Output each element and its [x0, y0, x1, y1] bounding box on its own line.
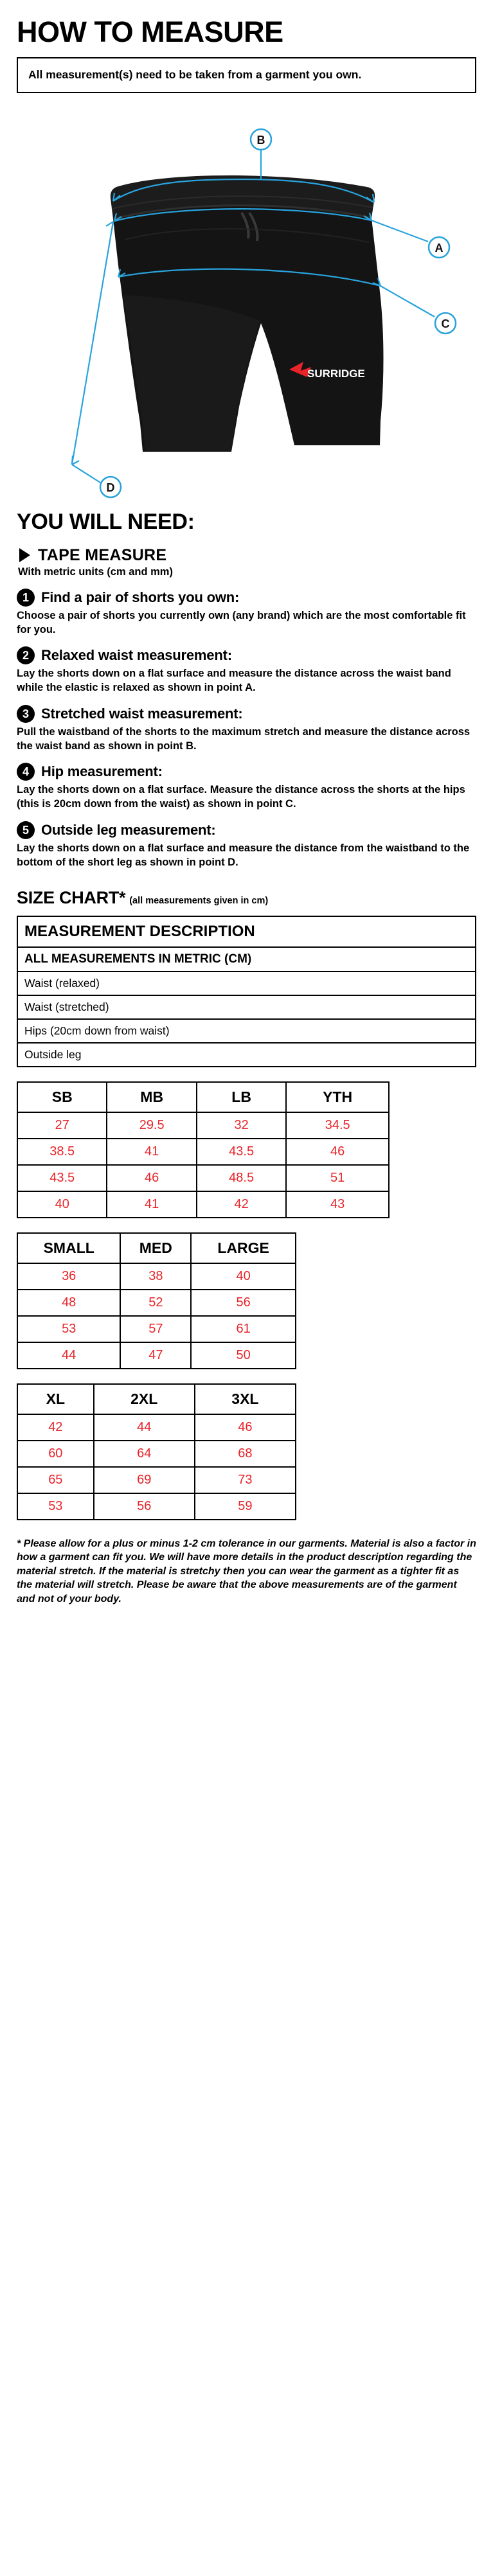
size-cell: 68	[195, 1441, 296, 1467]
table-row	[17, 916, 476, 947]
size-cell: 60	[17, 1441, 94, 1467]
size-chart-note: (all measurements given in cm)	[129, 895, 269, 906]
size-cell: 40	[191, 1263, 296, 1290]
size-chart-heading	[17, 888, 476, 908]
size-cell: 44	[17, 1342, 120, 1369]
table-row	[17, 1139, 389, 1165]
size-cell: 29.5	[107, 1112, 196, 1139]
size-cell: 51	[286, 1165, 389, 1191]
shorts-illustration	[111, 175, 384, 452]
size-cell: 46	[107, 1165, 196, 1191]
size-cell: 38	[120, 1263, 191, 1290]
size-cell: 61	[191, 1316, 296, 1342]
diagram-label-A	[429, 237, 449, 258]
size-cell: 27	[17, 1112, 107, 1139]
diagram-label-C	[435, 313, 456, 333]
table-row	[17, 1290, 296, 1316]
step-number: 1	[17, 589, 35, 607]
step-5	[17, 821, 476, 870]
size-cell: 73	[195, 1467, 296, 1493]
table-row	[17, 1316, 296, 1342]
svg-text:A: A	[435, 241, 444, 254]
size-cell: 57	[120, 1316, 191, 1342]
size-cell: 53	[17, 1493, 94, 1520]
size-col-header: 3XL	[195, 1384, 296, 1414]
size-cell: 46	[286, 1139, 389, 1165]
size-cell: 44	[94, 1414, 195, 1441]
size-cell: 48.5	[197, 1165, 286, 1191]
measurement-diagram	[17, 105, 476, 503]
table-row	[17, 1441, 296, 1467]
size-col-header: SMALL	[17, 1233, 120, 1263]
step-2	[17, 646, 476, 695]
triangle-bullet-icon	[19, 548, 30, 562]
step-1	[17, 589, 476, 637]
table-row	[17, 1467, 296, 1493]
page-title: HOW TO MEASURE	[17, 15, 283, 48]
table-row	[17, 1414, 296, 1441]
desc-row-waist-relaxed: Waist (relaxed)	[17, 972, 476, 995]
size-cell: 46	[195, 1414, 296, 1441]
size-cell: 36	[17, 1263, 120, 1290]
size-cell: 69	[94, 1467, 195, 1493]
step-title: Hip measurement:	[41, 763, 163, 780]
table-header-row	[17, 1082, 389, 1112]
size-cell: 32	[197, 1112, 286, 1139]
size-cell: 64	[94, 1441, 195, 1467]
size-cell: 56	[94, 1493, 195, 1520]
tape-measure-row	[17, 546, 476, 565]
step-body: Pull the waistband of the shorts to the maximum stretch and measure the distance across the waist band as shown in point B.	[17, 725, 471, 752]
step-number: 4	[17, 763, 35, 781]
size-cell: 50	[191, 1342, 296, 1369]
step-title: Find a pair of shorts you own:	[41, 589, 240, 605]
size-cell: 40	[17, 1191, 107, 1218]
size-cell: 43.5	[17, 1165, 107, 1191]
tape-measure-sub: With metric units (cm and mm)	[18, 565, 173, 578]
size-table-adult	[17, 1232, 296, 1369]
table-header-row	[17, 1233, 296, 1263]
svg-text:B: B	[256, 133, 265, 147]
step-title: Outside leg measurement:	[41, 822, 216, 838]
step-number: 5	[17, 821, 35, 839]
desc-table-header: MEASUREMENT DESCRIPTION	[17, 916, 476, 947]
diagram-label-D	[100, 477, 121, 497]
step-number: 2	[17, 646, 35, 664]
step-body: Lay the shorts down on a flat surface and measure the distance from the waistband to the bottom of the short leg as shown in point D.	[17, 842, 470, 868]
size-cell: 47	[120, 1342, 191, 1369]
size-cell: 42	[197, 1191, 286, 1218]
size-col-header: LB	[197, 1082, 286, 1112]
step-title: Relaxed waist measurement:	[41, 647, 232, 664]
size-cell: 38.5	[17, 1139, 107, 1165]
table-row	[17, 1191, 389, 1218]
desc-row-hips: Hips (20cm down from waist)	[17, 1019, 476, 1043]
you-will-need-title: YOU WILL NEED:	[17, 509, 195, 534]
size-cell: 53	[17, 1316, 120, 1342]
size-table-youth	[17, 1081, 390, 1218]
size-col-header: XL	[17, 1384, 94, 1414]
intro-text: All measurement(s) need to be taken from a garment you own.	[28, 68, 362, 82]
table-row	[17, 1263, 296, 1290]
step-number: 3	[17, 705, 35, 723]
size-table-plus	[17, 1383, 296, 1520]
desc-table-subheader: ALL MEASUREMENTS IN METRIC (CM)	[17, 947, 476, 972]
size-cell: 41	[107, 1139, 196, 1165]
table-row	[17, 1112, 389, 1139]
step-body: Choose a pair of shorts you currently own (any brand) which are the most comfortable fit for you.	[17, 609, 466, 635]
size-col-header: LARGE	[191, 1233, 296, 1263]
tape-measure-label: TAPE MEASURE	[38, 546, 167, 564]
desc-row-waist-stretched: Waist (stretched)	[17, 995, 476, 1019]
measurement-description-table	[17, 916, 476, 1067]
table-row	[17, 1043, 476, 1067]
footnote: * Please allow for a plus or minus 1-2 cm tolerance in our garments. Material is also a factor in how a garment can fit you. We will have more details in the product description regarding the material stretch. If the material is stretchy then you can wear the garment as a tighter fit as the material will stretch. Please be aware that the above measurements are of the garment and not of your body.	[17, 1538, 476, 1604]
step-3	[17, 705, 476, 754]
table-row	[17, 972, 476, 995]
size-col-header: 2XL	[94, 1384, 195, 1414]
table-row	[17, 995, 476, 1019]
step-body: Lay the shorts down on a flat surface. Measure the distance across the shorts at the hips (this is 20cm down from the waist) as shown in point C.	[17, 784, 465, 810]
step-4	[17, 763, 476, 812]
size-col-header: MB	[107, 1082, 196, 1112]
table-row	[17, 1019, 476, 1043]
intro-box	[17, 57, 476, 93]
size-chart-title: SIZE CHART*	[17, 887, 126, 907]
diagram-label-B	[251, 129, 271, 150]
step-title: Stretched waist measurement:	[41, 705, 243, 722]
size-cell: 34.5	[286, 1112, 389, 1139]
desc-row-outside-leg: Outside leg	[17, 1043, 476, 1067]
svg-text:C: C	[441, 317, 450, 330]
svg-text:D: D	[106, 481, 115, 494]
size-cell: 48	[17, 1290, 120, 1316]
size-cell: 65	[17, 1467, 94, 1493]
size-cell: 56	[191, 1290, 296, 1316]
table-row	[17, 1165, 389, 1191]
table-row	[17, 1493, 296, 1520]
size-cell: 52	[120, 1290, 191, 1316]
table-row	[17, 947, 476, 972]
size-col-header: SB	[17, 1082, 107, 1112]
size-cell: 43	[286, 1191, 389, 1218]
size-cell: 42	[17, 1414, 94, 1441]
size-cell: 43.5	[197, 1139, 286, 1165]
step-body: Lay the shorts down on a flat surface and measure the distance across the waist band while the elastic is relaxed as shown in point A.	[17, 668, 451, 694]
table-header-row	[17, 1384, 296, 1414]
size-col-header: YTH	[286, 1082, 389, 1112]
size-cell: 59	[195, 1493, 296, 1520]
size-cell: 41	[107, 1191, 196, 1218]
brand-name: SURRIDGE	[307, 367, 365, 380]
size-col-header: MED	[120, 1233, 191, 1263]
table-row	[17, 1342, 296, 1369]
